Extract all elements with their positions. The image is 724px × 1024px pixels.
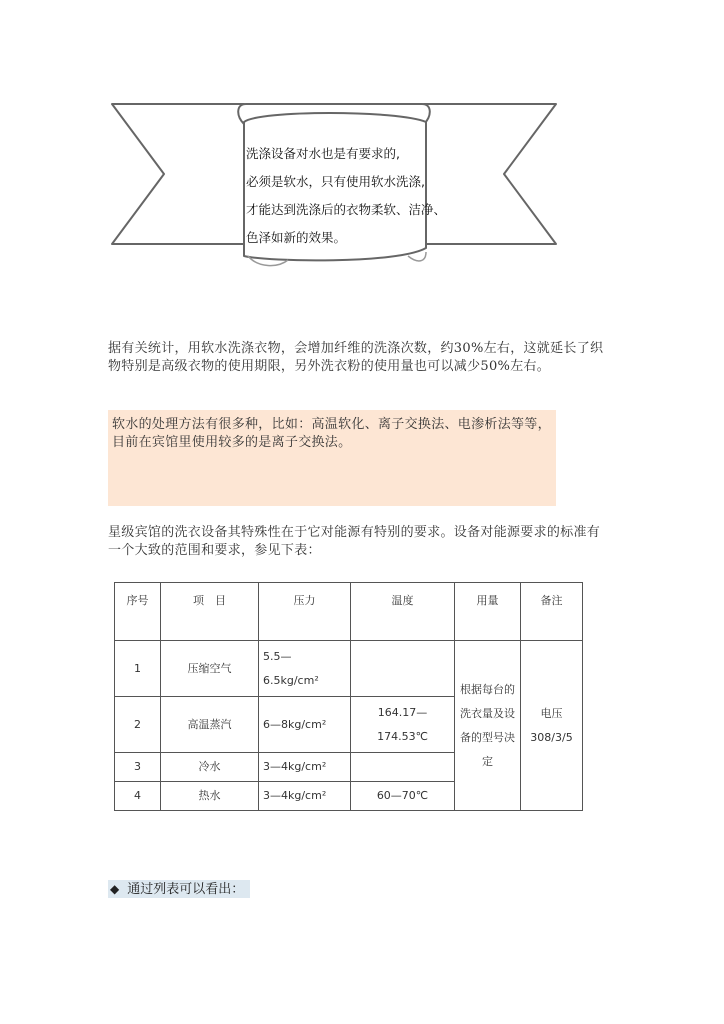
row-item: 热水 [161, 782, 259, 811]
scroll-illustration [108, 96, 560, 272]
scroll-poem [246, 140, 496, 252]
row-item: 高温蒸汽 [161, 697, 259, 753]
row-temperature: 164.17—174.53℃ [351, 697, 455, 753]
paragraph-energy-requirements: 星级宾馆的洗衣设备其特殊性在于它对能源有特别的要求。设备对能源要求的标准有一个大致的范围和要求，参见下表： [108, 525, 601, 558]
paragraph-soft-water-methods: 软水的处理方法有很多种，比如：高温软化、离子交换法、电渗析法等等，目前在宾馆里使用较多的是离子交换法。 [112, 417, 551, 450]
row-pressure: 6—8kg/cm² [259, 697, 351, 753]
energy-requirements-table [114, 582, 583, 811]
row-pressure: 3—4kg/cm² [259, 782, 351, 811]
header-cell: 序号 [115, 583, 161, 641]
poem-line: 色泽如新的效果。 [246, 230, 347, 245]
table-row [115, 641, 583, 697]
poem-line: 洗涤设备对水也是有要求的, [246, 146, 400, 161]
row-item: 压缩空气 [161, 641, 259, 697]
remark-cell: 电压308/3/5 [521, 641, 583, 811]
row-number: 3 [115, 753, 161, 782]
row-number: 2 [115, 697, 161, 753]
row-pressure: 3—4kg/cm² [259, 753, 351, 782]
table-header-row [115, 583, 583, 641]
row-temperature [351, 641, 455, 697]
row-number: 1 [115, 641, 161, 697]
footer-note [108, 880, 250, 898]
usage-cell: 根据每台的洗衣量及设备的型号决定 [455, 641, 521, 811]
row-item: 冷水 [161, 753, 259, 782]
header-cell: 温度 [351, 583, 455, 641]
highlight-box [108, 410, 556, 506]
row-pressure: 5.5—6.5kg/cm² [259, 641, 351, 697]
header-cell: 项 目 [161, 583, 259, 641]
footer-note-text: 通过列表可以看出： [127, 882, 245, 897]
diamond-bullet-icon: ◆ [110, 882, 120, 896]
header-cell: 压力 [259, 583, 351, 641]
poem-line: 才能达到洗涤后的衣物柔软、洁净、 [246, 202, 447, 217]
paragraph-statistics: 据有关统计，用软水洗涤衣物，会增加纤维的洗涤次数，约30%左右，这就延长了织物特别是高级衣物的使用期限，另外洗衣粉的使用量也可以减少50%左右。 [108, 341, 604, 374]
header-cell: 用量 [455, 583, 521, 641]
row-temperature: 60—70℃ [351, 782, 455, 811]
row-temperature [351, 753, 455, 782]
poem-line: 必须是软水，只有使用软水洗涤, [246, 174, 425, 189]
header-cell: 备注 [521, 583, 583, 641]
row-number: 4 [115, 782, 161, 811]
